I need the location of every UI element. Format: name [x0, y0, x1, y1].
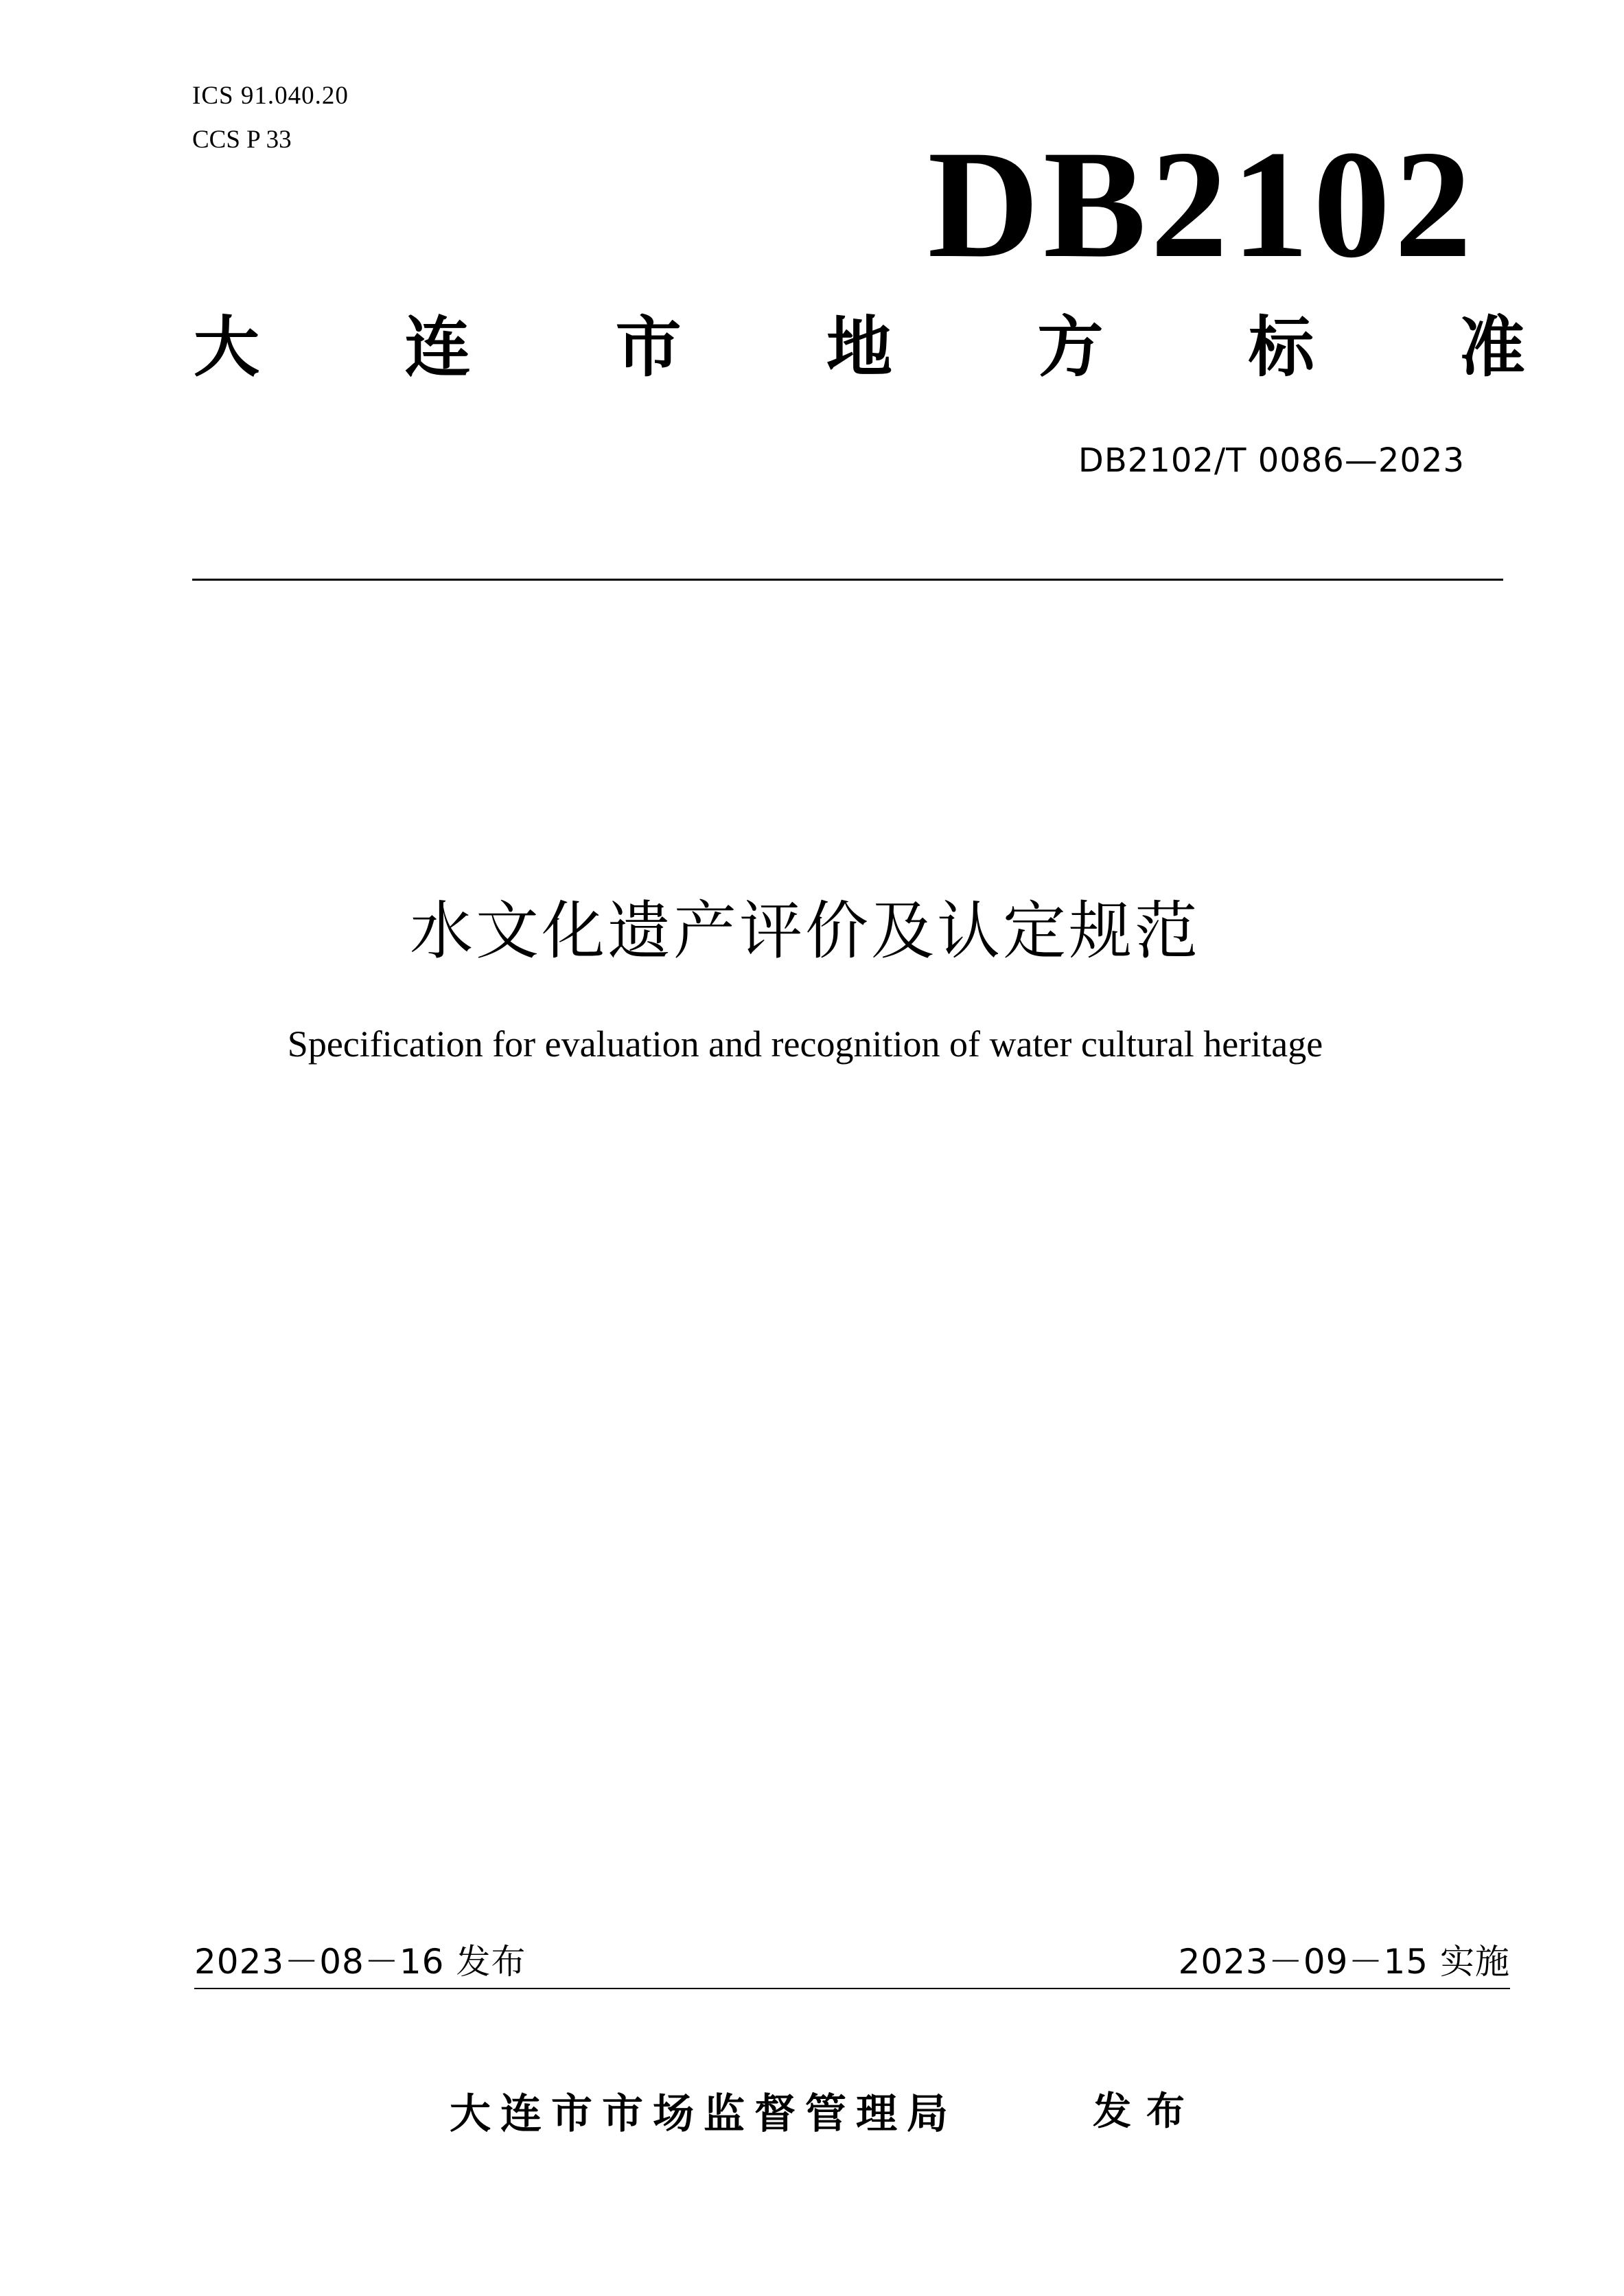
title-chinese: 水文化遗产评价及认定规范 [409, 894, 1200, 968]
standard-type-char: 地 [826, 309, 892, 386]
standard-type-char: 方 [1037, 309, 1104, 386]
standard-type-char: 准 [1459, 309, 1525, 386]
issued-label: 发布 [1093, 2089, 1200, 2134]
standard-type-char: 连 [404, 309, 471, 386]
standard-type-heading [194, 309, 1525, 386]
ics-code: ICS 91.040.20 [192, 82, 349, 110]
standard-type-char: 市 [615, 309, 682, 386]
header-divider [192, 579, 1503, 581]
implement-date: 2023－09－15 实施 [1178, 1942, 1510, 1982]
issuing-authority: 大连市市场监督管理局 [450, 2090, 958, 2138]
title-english: Specification for evaluation and recognition of water cultural heritage [287, 1023, 1323, 1065]
footer-divider [194, 1988, 1510, 1989]
standard-type-char: 标 [1248, 309, 1314, 386]
db-logo: DB2102 [927, 118, 1476, 290]
standard-type-char: 大 [194, 309, 259, 386]
standard-number: DB2102/T 0086—2023 [1078, 441, 1465, 480]
publish-date: 2023－08－16 发布 [194, 1942, 526, 1982]
ccs-code: CCS P 33 [192, 126, 292, 154]
